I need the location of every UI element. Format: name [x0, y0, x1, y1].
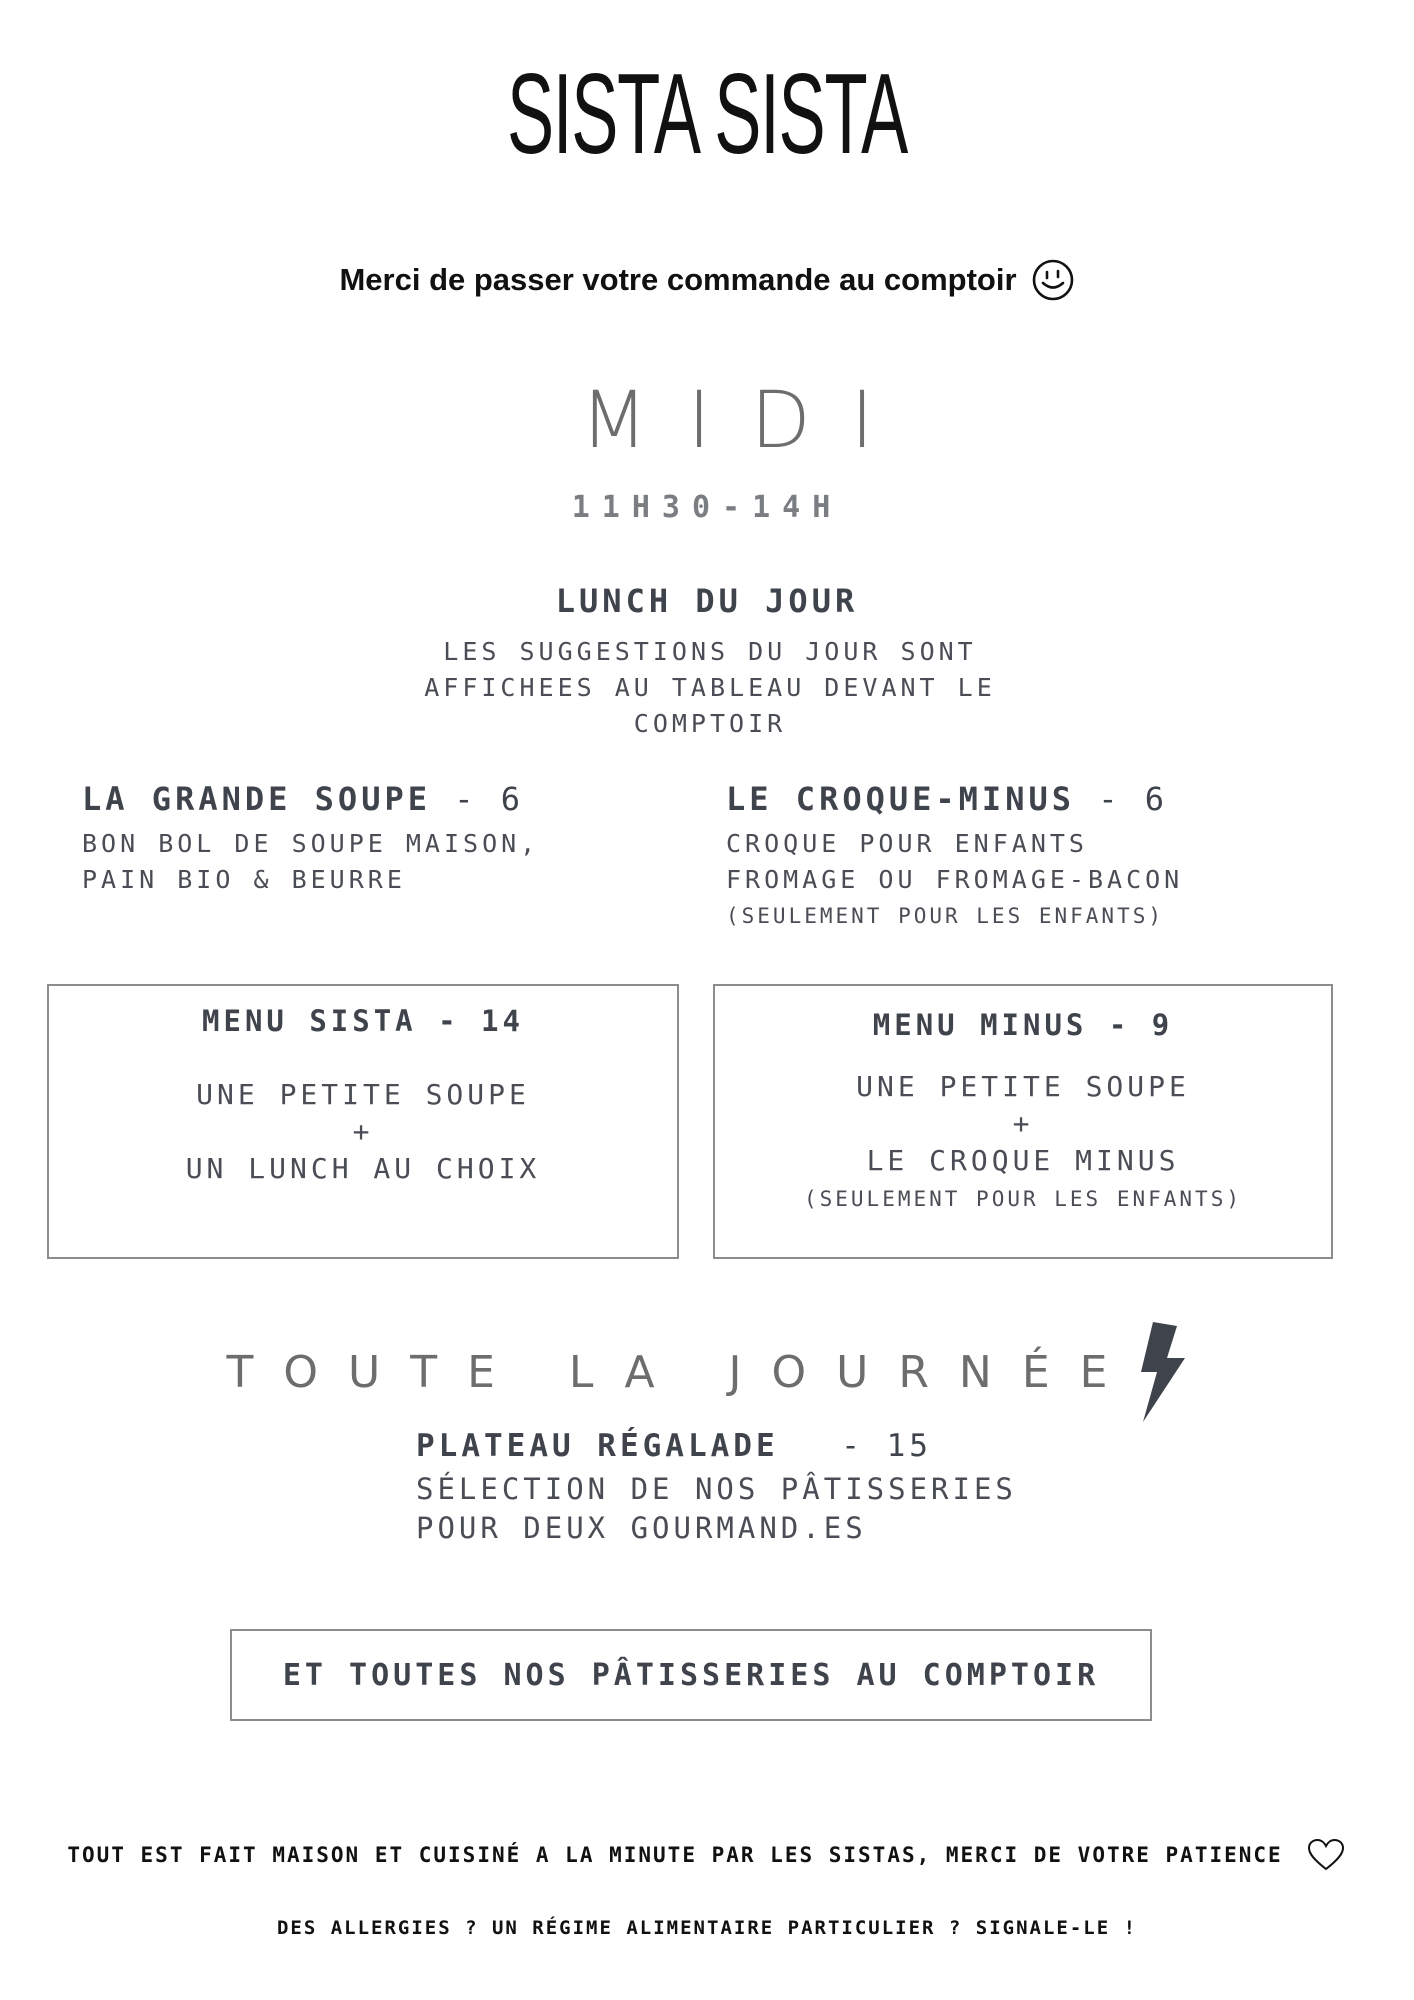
grande-soupe-title: [82, 780, 539, 818]
grande-soupe-name: LA GRANDE SOUPE: [82, 780, 431, 818]
plateau-name: PLATEAU RÉGALADE: [416, 1428, 779, 1464]
lunch-line: LES SUGGESTIONS DU JOUR SONT: [443, 637, 977, 666]
smiley-icon: [1031, 258, 1075, 302]
grande-soupe-description: [82, 826, 539, 898]
menu-minus-note: (SEULEMENT POUR LES ENFANTS): [803, 1187, 1242, 1211]
croque-minus-line: FROMAGE OU FROMAGE-BACON: [726, 865, 1184, 894]
croque-minus-description: [726, 826, 1183, 934]
grande-soupe-line: PAIN BIO & BEURRE: [82, 865, 406, 894]
patisseries-text: ET TOUTES NOS PÂTISSERIES AU COMPTOIR: [282, 1657, 1100, 1693]
footer-homemade: [46, 1838, 1366, 1872]
menu-sista-line: UNE PETITE SOUPE: [196, 1078, 530, 1111]
menu-sista-box: [47, 984, 679, 1259]
order-notice-text: Merci de passer votre commande au comptoir: [339, 262, 1017, 297]
menu-minus-line: UNE PETITE SOUPE: [856, 1070, 1190, 1103]
plateau-price: - 15: [841, 1428, 932, 1464]
patisseries-box: [230, 1629, 1152, 1721]
grande-soupe-line: BON BOL DE SOUPE MAISON,: [82, 829, 540, 858]
lunch-du-jour-title: LUNCH DU JOUR: [555, 582, 859, 620]
plateau-line: SÉLECTION DE NOS PÂTISSERIES: [416, 1472, 1017, 1506]
midi-title: MIDI: [580, 376, 914, 466]
croque-minus-title: [726, 780, 1183, 818]
menu-minus-line: LE CROQUE MINUS: [866, 1144, 1180, 1177]
lunch-line: AFFICHEES AU TABLEAU DEVANT LE: [424, 673, 996, 702]
menu-minus-plus: +: [1012, 1107, 1034, 1140]
menu-sista-line: UN LUNCH AU CHOIX: [185, 1152, 541, 1185]
lightning-icon: [1137, 1320, 1187, 1424]
lunch-du-jour-description: [380, 634, 1040, 742]
croque-minus-line: CROQUE POUR ENFANTS: [726, 829, 1088, 858]
order-notice: [0, 258, 1414, 302]
menu-minus-box: [713, 984, 1333, 1259]
grande-soupe-item: [82, 780, 539, 898]
lunch-line: COMPTOIR: [633, 709, 787, 738]
plateau-title: [416, 1428, 932, 1464]
croque-minus-price: - 6: [1098, 780, 1169, 818]
midi-hours: 11H30-14H: [571, 490, 843, 525]
menu-minus-title: MENU MINUS - 9: [872, 1008, 1174, 1042]
toute-la-journee-heading: [0, 1320, 1414, 1424]
grande-soupe-price: - 6: [454, 780, 525, 818]
plateau-line: POUR DEUX GOURMAND.ES: [416, 1511, 867, 1545]
menu-sista-title: MENU SISTA - 14: [202, 1004, 524, 1038]
croque-minus-name: LE CROQUE-MINUS: [726, 780, 1075, 818]
croque-minus-item: [726, 780, 1183, 934]
brand-logo: SISTA SISTA: [506, 51, 908, 178]
croque-minus-note: (SEULEMENT POUR LES ENFANTS): [726, 904, 1165, 928]
footer-homemade-text: TOUT EST FAIT MAISON ET CUISINÉ A LA MINUTE PAR LES SISTAS, MERCI DE VOTRE PATIENCE: [67, 1843, 1283, 1867]
menu-sista-plus: +: [352, 1115, 374, 1148]
plateau-description: [416, 1470, 1017, 1548]
toute-la-journee-title: TOUTE LA JOURNÉE: [226, 1346, 1138, 1398]
heart-icon: [1307, 1838, 1345, 1872]
footer-allergies: DES ALLERGIES ? UN RÉGIME ALIMENTAIRE PARTICULIER ? SIGNALE-LE !: [276, 1917, 1138, 1939]
